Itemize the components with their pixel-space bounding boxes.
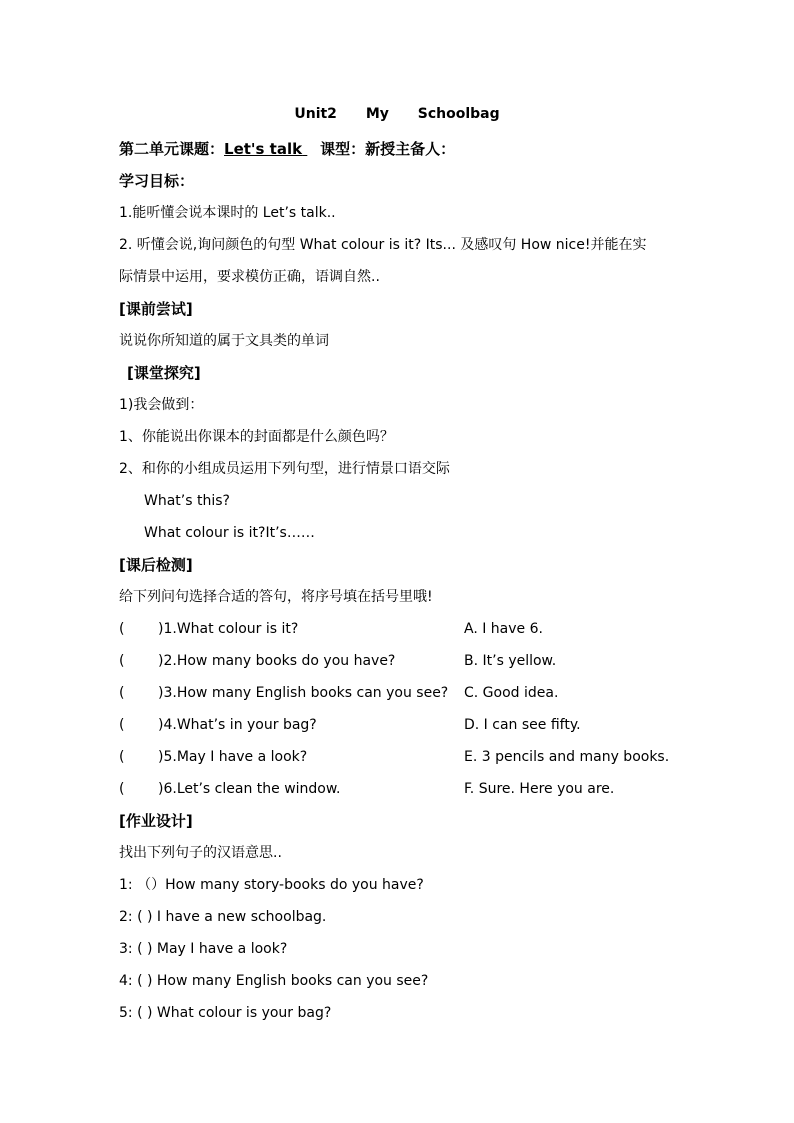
title-schoolbag: Schoolbag — [417, 106, 500, 122]
in-class-heading: [课堂探究] — [127, 364, 201, 382]
after-class-heading: [课后检测] — [119, 556, 193, 574]
answer-bracket: ( — [119, 717, 125, 733]
lesson-header — [119, 139, 455, 159]
sentence-pattern-2: What colour is it?It’s…… — [144, 525, 315, 541]
in-class-line-3: 2、和你的小组成员运用下列句型，进行情景口语交际 — [119, 461, 450, 477]
homework-instruction: 找出下列句子的汉语意思.. — [119, 845, 282, 861]
header-prefix: 第二单元课题： — [119, 140, 225, 158]
question-row — [0, 747, 794, 767]
pre-class-text: 说说你所知道的属于文具类的单词 — [119, 333, 329, 349]
answer-bracket: ( — [119, 749, 125, 765]
answer-option: C. Good idea. — [464, 685, 559, 701]
question-row — [0, 683, 794, 703]
pre-class-heading: [课前尝试] — [119, 300, 193, 318]
answer-bracket: ( — [119, 685, 125, 701]
answer-option: B. It’s yellow. — [464, 653, 557, 669]
question-text: )1.What colour is it? — [158, 621, 299, 637]
in-class-line-1: 1)我会做到： — [119, 397, 204, 413]
question-text: )5.May I have a look? — [158, 749, 308, 765]
answer-bracket: ( — [119, 621, 125, 637]
homework-item: 1: （）How many story-books do you have? — [119, 877, 424, 893]
homework-item: 3: ( ) May I have a look? — [119, 941, 288, 957]
in-class-line-2: 1、你能说出你课本的封面都是什么颜色吗？ — [119, 429, 394, 445]
document-title — [0, 106, 794, 122]
question-row — [0, 619, 794, 639]
question-row — [0, 651, 794, 671]
question-text: )2.How many books do you have? — [158, 653, 396, 669]
question-text: )6.Let’s clean the window. — [158, 781, 341, 797]
homework-heading: [作业设计] — [119, 812, 193, 830]
question-row — [0, 779, 794, 799]
homework-item: 5: ( ) What colour is your bag? — [119, 1005, 332, 1021]
goals-heading: 学习目标： — [119, 172, 195, 190]
answer-option: E. 3 pencils and many books. — [464, 749, 670, 765]
goal-item-2-continued: 际情景中运用，要求模仿正确，语调自然.. — [119, 269, 380, 285]
answer-option: D. I can see fifty. — [464, 717, 581, 733]
answer-bracket: ( — [119, 653, 125, 669]
answer-bracket: ( — [119, 781, 125, 797]
header-topic-blank — [302, 139, 320, 159]
header-course-type: 课型：新授主备人： — [320, 140, 456, 158]
question-row — [0, 715, 794, 735]
goal-item-2: 2. 听懂会说,询问颜色的句型 What colour is it? Its... 及感叹句 How nice!并能在实 — [119, 237, 647, 253]
after-class-instruction: 给下列问句选择合适的答句，将序号填在括号里哦! — [119, 589, 433, 605]
homework-item: 4: ( ) How many English books can you see? — [119, 973, 429, 989]
goal-item-1: 1.能听懂会说本课时的 Let’s talk.. — [119, 205, 336, 221]
sentence-pattern-1: What’s this? — [144, 493, 230, 509]
answer-option: F. Sure. Here you are. — [464, 781, 615, 797]
title-unit: Unit2 — [294, 106, 337, 122]
header-topic: Let's talk — [224, 140, 303, 158]
answer-option: A. I have 6. — [464, 621, 543, 637]
title-my: My — [365, 106, 389, 122]
question-text: )3.How many English books can you see? — [158, 685, 449, 701]
homework-item: 2: ( ) I have a new schoolbag. — [119, 909, 327, 925]
question-text: )4.What’s in your bag? — [158, 717, 317, 733]
